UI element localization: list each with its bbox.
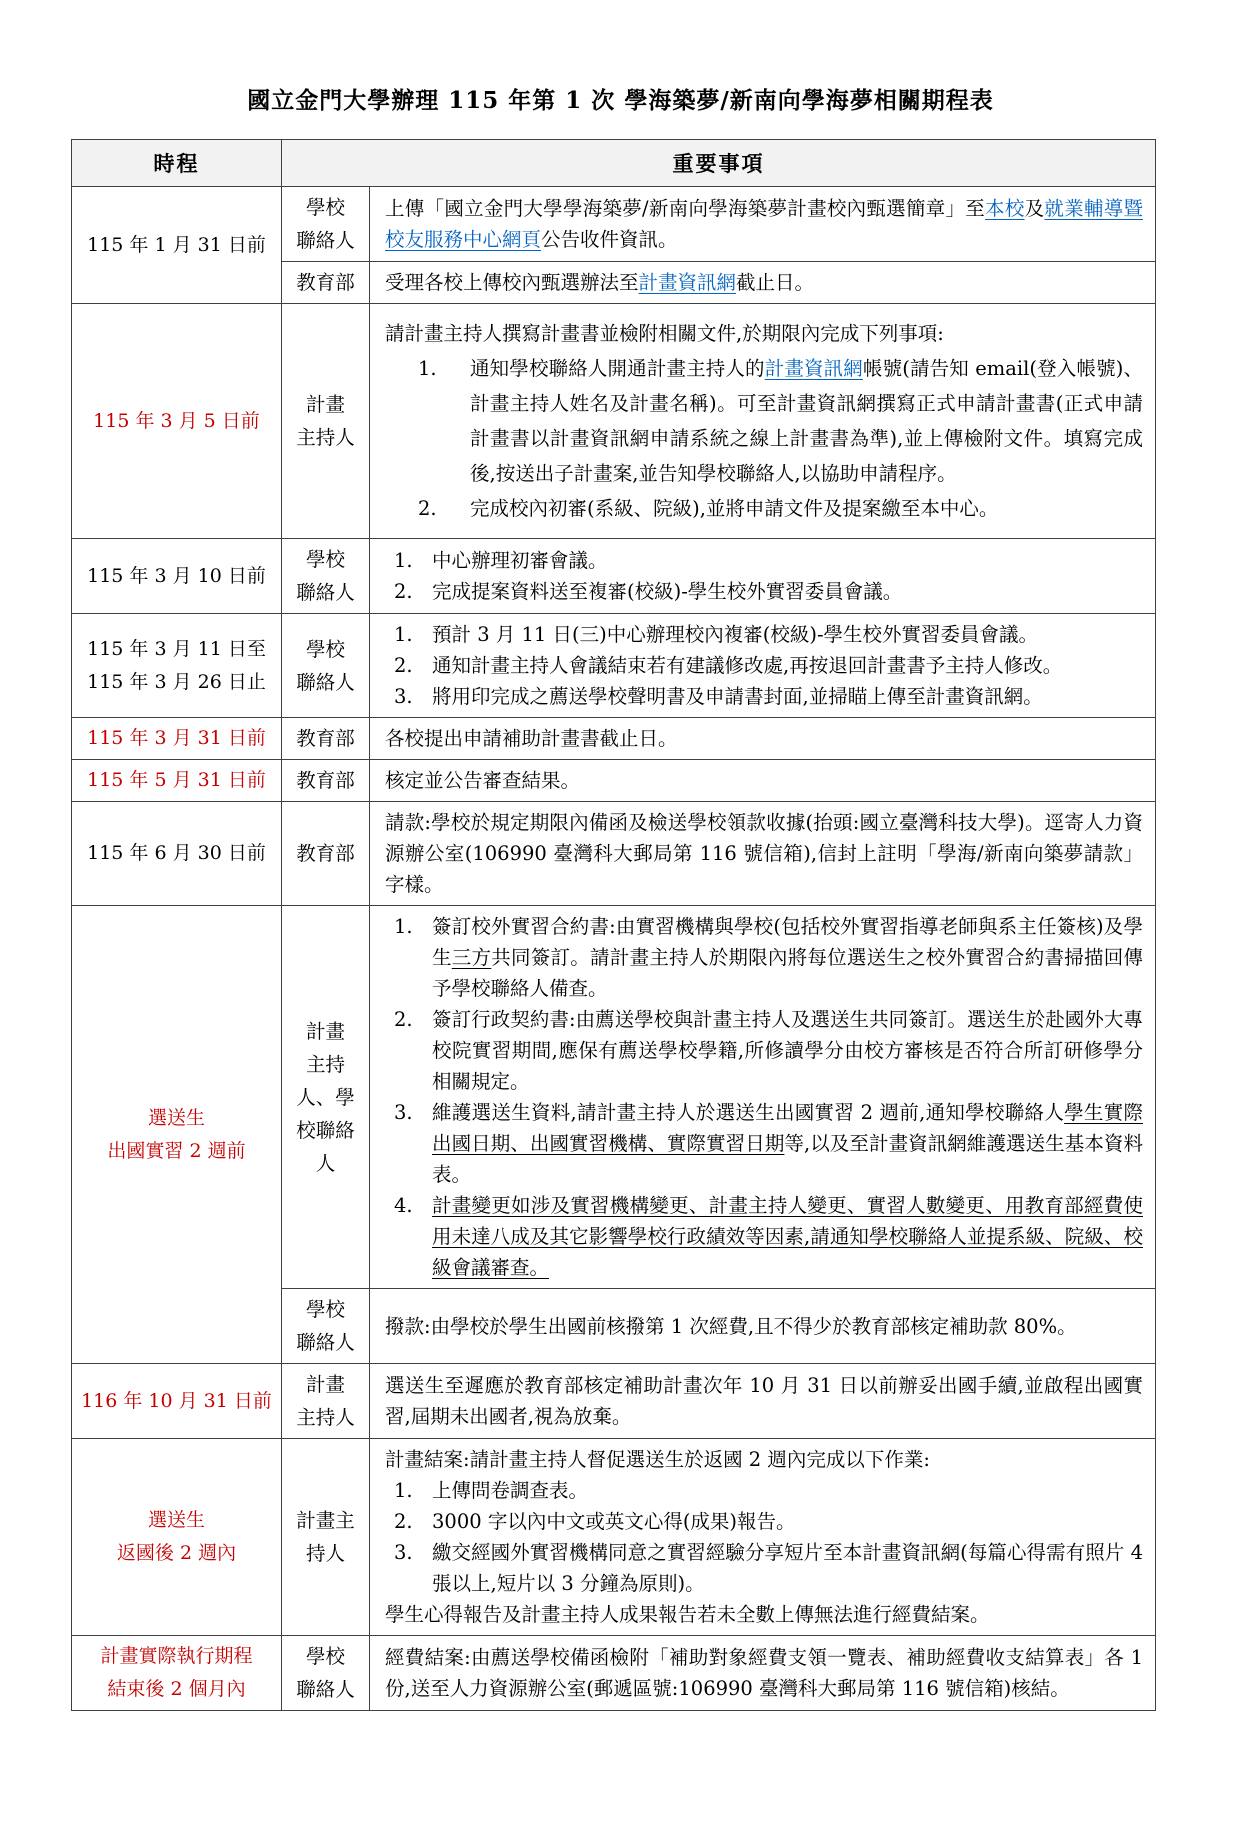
- list-item: [370, 1097, 1143, 1190]
- list-item: [370, 1190, 1143, 1283]
- text-run: 通知計畫主持人會議結束若有建議修改處,再按退回計畫書予主持人修改。: [432, 654, 1063, 677]
- time-cell: 115 年 3 月 11 日至 115 年 3 月 26 日止: [72, 614, 282, 718]
- time-cell: 115 年 5 月 31 日前: [72, 760, 282, 802]
- paragraph: [370, 1311, 1143, 1342]
- text-run: 上傳「國立金門大學學海築夢/新南向學海築夢計畫校內甄選簡章」至: [385, 197, 986, 220]
- text-run: 選送生至遲應於教育部核定補助計畫次年 10 月 31 日以前辦妥出國手續,並啟程出國實習,屆期未出國者,視為放棄。: [385, 1374, 1143, 1428]
- table-row: [72, 760, 1156, 802]
- page-title: 國立金門大學辦理 115 年第 1 次 學海築夢/新南向學海夢相關期程表: [247, 87, 994, 114]
- table-row: [72, 539, 1156, 614]
- table-row: [72, 1439, 1156, 1636]
- time-cell: 115 年 6 月 30 日前: [72, 802, 282, 906]
- paragraph: [370, 1444, 1143, 1475]
- paragraph: [370, 193, 1143, 255]
- list-number: 3.: [394, 1541, 413, 1564]
- text-run: 核定並公告審查結果。: [385, 769, 581, 792]
- content-cell: [370, 614, 1156, 718]
- content-cell: [370, 1289, 1156, 1364]
- content-cell: [370, 1364, 1156, 1439]
- text-run: 請計畫主持人撰寫計畫書並檢附相關文件,於期限內完成下列事項:: [385, 322, 944, 345]
- list-number: 3.: [394, 685, 413, 708]
- text-run: 各校提出申請補助計畫書截止日。: [385, 727, 678, 750]
- text-run: 3000 字以內中文或英文心得(成果)報告。: [432, 1510, 796, 1533]
- time-cell: 115 年 1 月 31 日前: [72, 187, 282, 304]
- list-item: [370, 545, 1143, 576]
- role-cell: 教育部: [282, 802, 370, 906]
- text-run: 共同簽訂。請計畫主持人於期限內將每位選送生之校外實習合約書掃描回傳予學校聯絡人備查。: [432, 946, 1143, 1000]
- text-run: 預計 3 月 11 日(三)中心辦理校內複審(校級)-學生校外實習委員會議。: [432, 623, 1039, 646]
- role-cell: 學校 聯絡人: [282, 614, 370, 718]
- content-cell: [370, 1636, 1156, 1711]
- text-run: 學生心得報告及計畫主持人成果報告若未全數上傳無法進行經費結案。: [385, 1603, 990, 1626]
- text-run: 將用印完成之薦送學校聲明書及申請書封面,並掃瞄上傳至計畫資訊網。: [432, 685, 1043, 708]
- table-header-row: [72, 140, 1156, 187]
- matter-header-cell: 重要事項: [282, 140, 1156, 187]
- table-row: [72, 187, 1156, 262]
- table-row: [72, 1364, 1156, 1439]
- text-run: 完成校內初審(系級、院級),並將申請文件及提案繳至本中心。: [470, 497, 999, 520]
- table-row: [72, 906, 1156, 1289]
- content-cell: [370, 718, 1156, 760]
- list-item: [370, 1004, 1143, 1097]
- paragraph: [370, 1370, 1143, 1432]
- content-cell: [370, 539, 1156, 614]
- content-link[interactable]: 本校: [985, 197, 1025, 220]
- role-cell: 教育部: [282, 718, 370, 760]
- text-run: 中心辦理初審會議。: [432, 549, 608, 572]
- content-cell: [370, 906, 1156, 1289]
- list-number: 2.: [394, 580, 413, 603]
- role-cell: 計畫 主持人: [282, 1364, 370, 1439]
- list-number: 1.: [394, 549, 413, 572]
- underlined-text: 計畫變更如涉及實習機構變更、計畫主持人變更、實習人數變更、用教育部經費使用未達八成及其它影響學校行政績效等因素,請通知學校聯絡人並提系級、院級、校級會議審查。: [432, 1194, 1143, 1279]
- content-cell: [370, 1439, 1156, 1636]
- list-item: [370, 576, 1143, 607]
- text-run: 維護選送生資料,請計畫主持人於選送生出國實習 2 週前,通知學校聯絡人: [432, 1101, 1065, 1124]
- time-cell: 計畫實際執行期程 結束後 2 個月內: [72, 1636, 282, 1711]
- list-item: [370, 1506, 1143, 1537]
- time-cell: 115 年 3 月 5 日前: [72, 304, 282, 539]
- list-number: 2.: [394, 654, 413, 677]
- time-header-cell: 時程: [72, 140, 282, 187]
- role-cell: 教育部: [282, 760, 370, 802]
- text-run: 請款:學校於規定期限內備函及檢送學校領款收據(抬頭:國立臺灣科技大學)。逕寄人力資源辦公室(106990 臺灣科大郵局第 116 號信箱),信封上註明「學海/新南向築夢請款」字樣。: [385, 811, 1143, 896]
- time-cell: 116 年 10 月 31 日前: [72, 1364, 282, 1439]
- schedule-table-body: [72, 187, 1156, 1711]
- paragraph: [370, 1599, 1143, 1630]
- paragraph: [370, 1642, 1143, 1704]
- paragraph: [370, 723, 1143, 754]
- time-cell: 115 年 3 月 31 日前: [72, 718, 282, 760]
- list-item: [370, 1475, 1143, 1506]
- text-run: 等,以及至計畫資訊網維護選送生基本資料表。: [432, 1132, 1143, 1186]
- time-cell: 選送生 返國後 2 週內: [72, 1439, 282, 1636]
- text-run: 計畫結案:請計畫主持人督促選送生於返國 2 週內完成以下作業:: [385, 1448, 930, 1471]
- list-number: 3.: [394, 1101, 413, 1124]
- list-number: 2.: [394, 1510, 413, 1533]
- text-run: 公告收件資訊。: [541, 228, 678, 251]
- table-row: [72, 802, 1156, 906]
- list-item: [370, 491, 1143, 526]
- content-link[interactable]: 就業輔導暨校友服務中心網頁: [385, 197, 1143, 251]
- text-run: 經費結案:由薦送學校備函檢附「補助對象經費支領一覽表、補助經費收支結算表」各 1 份,送至人力資源辦公室(郵遞區號:106990 臺灣科大郵局第 116 號信箱)核結。: [385, 1646, 1143, 1700]
- text-run: 簽訂校外實習合約書:由實習機構與學校(包括校外實習指導老師與系主任簽核)及學生: [432, 915, 1143, 969]
- table-row: [72, 1636, 1156, 1711]
- list-item: [370, 911, 1143, 1004]
- list-number: 1.: [418, 357, 437, 380]
- text-run: 撥款:由學校於學生出國前核撥第 1 次經費,且不得少於教育部核定補助款 80%。: [385, 1314, 1077, 1338]
- text-run: 完成提案資料送至複審(校級)-學生校外實習委員會議。: [432, 580, 903, 603]
- list-item: [370, 351, 1143, 491]
- role-cell: 學校 聯絡人: [282, 1289, 370, 1364]
- time-cell: 選送生 出國實習 2 週前: [72, 906, 282, 1364]
- paragraph: [370, 267, 1143, 298]
- text-run: 受理各校上傳校內甄選辦法至: [385, 271, 639, 294]
- text-run: 通知學校聯絡人開通計畫主持人的: [470, 357, 765, 380]
- content-cell: [370, 304, 1156, 539]
- content-link[interactable]: 計畫資訊網: [638, 271, 737, 294]
- text-run: 截止日。: [736, 271, 815, 294]
- time-cell: 115 年 3 月 10 日前: [72, 539, 282, 614]
- table-row: [72, 718, 1156, 760]
- list-item: [370, 1537, 1143, 1599]
- role-cell: 學校 聯絡人: [282, 1636, 370, 1711]
- table-row: [72, 614, 1156, 718]
- list-item: [370, 650, 1143, 681]
- paragraph: [370, 316, 1143, 351]
- underlined-text: 學生實際出國日期、出國實習機構、實際實習日期: [432, 1101, 1143, 1155]
- list-number: 1.: [394, 1479, 413, 1502]
- text-run: 上傳問卷調查表。: [432, 1479, 589, 1502]
- list-number: 2.: [418, 497, 437, 520]
- role-cell: 教育部: [282, 262, 370, 304]
- schedule-table: [71, 139, 1156, 1711]
- role-cell: 計畫 主持 人、學 校聯絡 人: [282, 906, 370, 1289]
- table-row: [72, 304, 1156, 539]
- role-cell: 學校 聯絡人: [282, 187, 370, 262]
- list-number: 4.: [394, 1194, 413, 1217]
- role-cell: 學校 聯絡人: [282, 539, 370, 614]
- paragraph: [370, 765, 1143, 796]
- list-number: 1.: [394, 915, 413, 938]
- text-run: 帳號(請告知 email(登入帳號)、計畫主持人姓名及計畫名稱)。可至計畫資訊網撰寫正式申請計畫書(正式申請計畫書以計畫資訊網申請系統之線上計畫書為準),並上傳檢附文件。填寫完成後,按送出子計畫案,並告知學校聯絡人,以協助申請程序。: [470, 357, 1143, 485]
- content-cell: [370, 187, 1156, 262]
- text-run: 簽訂行政契約書:由薦送學校與計畫主持人及選送生共同簽訂。選送生於赴國外大專校院實習期間,應保有薦送學校學籍,所修讀學分由校方審核是否符合所訂研修學分相關規定。: [432, 1008, 1143, 1093]
- role-cell: 計畫 主持人: [282, 304, 370, 539]
- role-cell: 計畫主 持人: [282, 1439, 370, 1636]
- underlined-text: 三方: [451, 946, 492, 969]
- list-item: [370, 681, 1143, 712]
- list-item: [370, 619, 1143, 650]
- text-run: 繳交經國外實習機構同意之實習經驗分享短片至本計畫資訊網(每篇心得需有照片 4 張以上,短片以 3 分鐘為原則)。: [432, 1541, 1143, 1595]
- paragraph: [370, 807, 1143, 900]
- content-cell: [370, 760, 1156, 802]
- list-number: 1.: [394, 623, 413, 646]
- content-link[interactable]: 計畫資訊網: [764, 357, 863, 380]
- list-number: 2.: [394, 1008, 413, 1031]
- content-cell: [370, 262, 1156, 304]
- text-run: 及: [1024, 197, 1045, 220]
- content-cell: [370, 802, 1156, 906]
